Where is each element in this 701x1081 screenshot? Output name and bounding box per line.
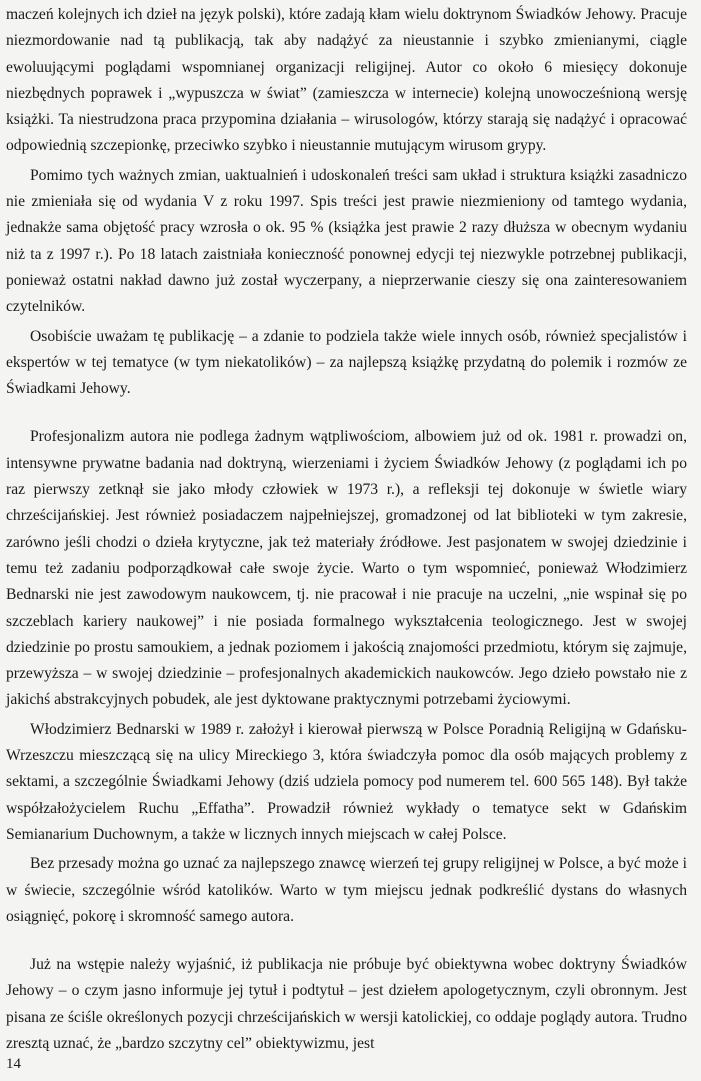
body-text	[6, 2, 687, 1057]
paragraph-professionalism: Profesjonalizm autora nie podlega żadnym wątpliwościom, albowiem już od ok. 1981 r. prowadzi on, intensywne prywatne badania nad doktryną, wierzeniami i życiem Świadków Jehowy (z poglądami ich po raz pierwszy zetknął sie jako młody człowiek w 1973 r.), a refleksji tej dokonuje w świetle wiary chrześcijańskiej. Jest również posiadaczem najpełniejszej, gromadzonej od lat biblioteki w tym zakresie, zarówno jeśli chodzi o dzieła krytyczne, jak też materiały źródłowe. Jest pasjonatem w swojej dziedzinie i temu też zadaniu podporządkował całe swoje życie. Warto o tym wspomnieć, ponieważ Włodzimierz Bednarski nie jest zawodowym naukowcem, tj. nie pracował i nie pracuje na uczelni, „nie wspinał się po szczeblach kariery naukowej” i nie posiada formalnego wykształcenia teologicznego. Jest w swojej dziedzinie po prostu samoukiem, a jednak poziomem i jakością znajomości przedmiotu, którym się zajmuje, przewyższa – w swojej dziedzinie – profesjonalnych akademickich naukowców. Jego dzieło powstało nie z jakichś abstrakcyjnych pobudek, ale jest dyktowane praktycznymi potrzebami życiowymi.	[6, 428, 687, 709]
paragraph-expert: Bez przesady można go uznać za najlepszego znawcę wierzeń tej grupy religijnej w Polsce, a być może i w świecie, szczególnie wśród katolików. Warto w tym miejscu jednak podkreślić dystans do własnych osiągnięć, pokorę i skromność samego autora.	[6, 855, 687, 925]
paragraph-continuation: maczeń kolejnych ich dzieł na język polski), które zadają kłam wielu doktrynom Świadków Jehowy. Pracuje niezmordowanie nad tą publikacją, tak aby nadążyć za nieustannie i szybko zmienianymi, ciągle ewoluującymi poglądami wspomnianej organizacji religijnej. Autor co około 6 miesięcy dokonuje niezbędnych poprawek i „wypuszcza w świat” (zamieszcza w internecie) kolejną unowocześnioną wersję książki. Ta niestrudzona praca przypomina działania – wirusologów, którzy starają się nadążyć i opracować odpowiednią szczepionkę, przeciwko szybko i nieustannie mutującym wirusom grypy.	[6, 6, 687, 155]
paragraph-biography: Włodzimierz Bednarski w 1989 r. założył i kierował pierwszą w Polsce Poradnią Religijną w Gdańsku-Wrzeszczu mieszczącą się na ulicy Mireckiego 3, która świadczyła pomoc dla osób mających problemy z sektami, a szczególnie Świadkami Jehowy (dziś udziela pomocy pod numerem tel. 600 565 148). Był także współzałożycielem Ruchu „Effatha”. Prowadził również wykłady o tematyce sekt w Gdańskim Semianarium Duchownym, a także w licznych innych miejscach w całej Polsce.	[6, 720, 687, 843]
paragraph-opinion: Osobiście uważam tę publikację – a zdanie to podziela także wiele innych osób, również specjalistów i ekspertów w tej tematyce (w tym niekatolików) – za najlepszą książkę przydatną do polemik i rozmów ze Świadkami Jehowy.	[6, 327, 687, 398]
paragraph-objectivity: Już na wstępie należy wyjaśnić, iż publikacja nie próbuje być obiektywna wobec doktryny Świadków Jehowy – o czym jasno informuje jej tytuł i podtytuł – jest dziełem apologetycznym, czyli obronnym. Jest pisana ze ściśle określonych pozycji chrześcijańskich w wersji katolickiej, co oddaje poglądy autora. Trudno zresztą uznać, że „bardzo szczytny cel” obiektywizmu, jest	[6, 956, 687, 1052]
paragraph-changes: Pomimo tych ważnych zmian, uaktualnień i udoskonaleń treści sam układ i struktura książki zasadniczo nie zmieniała się od wydania V z roku 1997. Spis treści jest prawie niezmieniony od tamtego wydania, jednakże sama objętość pracy wzrosła o ok. 95 % (książka jest prawie 2 razy dłuższa w obecnym wydaniu niż ta z 1997 r.). Po 18 latach zaistniała konieczność ponownej edycji tej niezwykle potrzebnej publikacji, ponieważ ostatni nakład dawno już został wyczerpany, a nieprzerwanie cieszy się ona zainteresowaniem czytelników.	[6, 166, 687, 316]
page-number: 14	[6, 1056, 21, 1072]
